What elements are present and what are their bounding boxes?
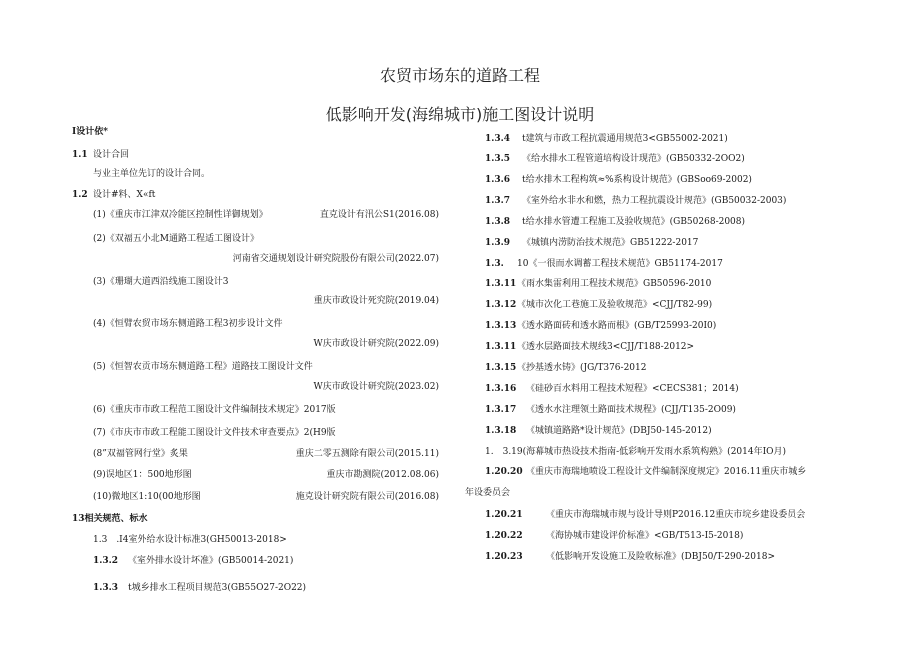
standard-1-3-1: 1.3 .I4室外给水设计标准3(GH50013-2018> <box>93 535 287 545</box>
standard-number-1-3-2: 1.3.2 <box>93 556 119 566</box>
standard-1-20-21: 《重庆市海瑞城市规与设计导则P2016.12重庆市垸乡建设委员会 <box>546 510 806 520</box>
reference-item-2: (2)《双福五小北M通路工程适工图设计》 <box>93 234 259 244</box>
standard-1-3-4: t建筑与市政工程抗震通用规范3<GB55002-2021) <box>522 134 728 144</box>
standard-1-3-6: t给水排木工程构筑≈%系构设计规范》(GBSoo69-2002) <box>522 175 752 185</box>
standard-1-3-2: 《室外排水设计坏准》(GB50014-2021) <box>128 556 294 566</box>
reference-source-3: 重庆市政设计死究院(2019.04) <box>313 296 439 306</box>
reference-item-4: (4)《恒臂农贸市场东侧道路工程3初步设计文件 <box>93 319 283 329</box>
reference-item-9: (9)误地区1：500地形图 <box>93 470 192 480</box>
standard-1-3-17: 《透水水注理领土路面技术规程》(CJJ/T135-2O09) <box>526 405 736 415</box>
standard-number-1-3-17: 1.3.17 <box>485 405 517 415</box>
standard-1-3-7: 《室外给水非水和燃，热力工程抗震设计规范》(GB50032-2003) <box>522 196 787 206</box>
reference-item-6: (6)《重庆市市政工程范工图设计文件编制技术规定》2017版 <box>93 405 336 415</box>
standard-1-3-16: 《硅砂百水料用工程技术短程》<CECS381；2014) <box>526 384 739 394</box>
standard-number-1-20-20: 1.20.20 <box>485 467 523 477</box>
standard-1-20-20: 《重庆市海瑞地喷设工程设计文件编制深度规定》2016.11重庆市城乡 <box>526 467 807 477</box>
reference-item-5: (5)《恒智农贡市场东侧道路工程》道路技工图设计文件 <box>93 362 313 372</box>
reference-source-9: 重庆市勘测院(2012.08.06) <box>326 470 439 480</box>
standard-1-20-22: 《海协城市建设评价标准》<GB/T513-I5-2018) <box>546 531 744 541</box>
standard-number-1-3-5: 1.3.5 <box>485 154 511 164</box>
reference-source-8: 重庆二零五测除有限公司(2015.11) <box>295 449 439 459</box>
reference-item-7: (7)《市庆市市政工程能工图设计文件技术审查要点》2(H9版 <box>93 428 336 438</box>
standard-1-3-3: t城乡排水工程项目规范3(GB55O27-2O22) <box>128 583 307 593</box>
standard-number-1-3-6: 1.3.6 <box>485 175 511 185</box>
section-heading-1: I设计依* <box>72 127 108 137</box>
standard-number-1-3-13: 1.3.13 <box>485 321 517 331</box>
standard-number-1-20-21: 1.20.21 <box>485 510 523 520</box>
reference-source-5: W庆市政设计研究院(2023.02) <box>313 382 439 392</box>
reference-item-1: (1)《重庆市江津双冷能区控制性详御规划》 <box>93 210 268 220</box>
reference-item-8: (8”双福管网行堂》炙果 <box>93 449 188 459</box>
standard-number-1-3-10: 1.3. <box>485 259 504 269</box>
section-body-1-1: 与业主单位先订的设计合同。 <box>93 169 211 179</box>
reference-source-10: 施克设计研究院有限公司(2016.08) <box>295 492 439 502</box>
reference-source-1: 直克设计有汛公S1(2016.08) <box>319 210 439 220</box>
section-number-1-2: 1.2 <box>72 190 88 200</box>
standard-number-1-3-3: 1.3.3 <box>93 583 119 593</box>
standard-1-3-19: 1. 3.19(海幕城市热设技术指南-低彩响开发雨水系筑构熟》(2014年IO月) <box>485 447 787 457</box>
standard-number-1-3-8: 1.3.8 <box>485 217 511 227</box>
standard-1-20-20-continued: 年设委员会 <box>465 488 511 498</box>
standard-number-1-20-23: 1.20.23 <box>485 552 523 562</box>
section-title-1-2: 设计#料、X«ft <box>93 190 156 200</box>
standard-1-3-9: 《城镇内涝防治技术规范》GB51222-2017 <box>522 238 699 248</box>
standard-1-3-11b: 《透水层路面技术规线3<CJJ/T188-2012> <box>517 342 695 352</box>
standard-1-3-18: 《城镇道路路*设计规范》(DBJ50-145-2012) <box>526 426 712 436</box>
section-heading-1-3: 13相关规范、标水 <box>72 514 148 524</box>
standard-number-1-3-9: 1.3.9 <box>485 238 511 248</box>
standard-1-3-13: 《透水路面砖和透水路而根》(GB/T25993-20I0) <box>517 321 717 331</box>
reference-source-4: W庆市政设计研究院(2022.09) <box>313 339 439 349</box>
standard-number-1-3-11a: 1.3.11 <box>485 279 517 289</box>
standard-1-20-23: 《低影响开发设施工及险收标准》(DBJ50/T-290-2018> <box>546 552 775 562</box>
standard-1-3-11a: 《雨水集雷利用工程技术规范》GB50596-2010 <box>517 279 712 289</box>
standard-number-1-3-12: 1.3.12 <box>485 300 517 310</box>
document-title: 农贸市场东的道路工程 <box>379 66 540 85</box>
standard-number-1-20-22: 1.20.22 <box>485 531 523 541</box>
standard-number-1-3-15: 1.3.15 <box>485 363 517 373</box>
standard-number-1-3-18: 1.3.18 <box>485 426 517 436</box>
reference-item-3: (3)《珊瑚大道西沿线施工图设计3 <box>93 277 229 287</box>
section-number-1-1: 1.1 <box>72 150 88 160</box>
standard-number-1-3-16: 1.3.16 <box>485 384 517 394</box>
reference-source-2: 河南省交通规划设计研究院股份有限公司(2022.07) <box>232 254 439 264</box>
standard-1-3-10: 10《一很而水调蓄工程技术规范》GB51174-2017 <box>517 259 723 269</box>
section-title-1-1: 设计合回 <box>93 150 130 160</box>
document-subtitle: 低影响开发(海绵城市)施工图设计说明 <box>325 105 595 124</box>
standard-number-1-3-11b: 1.3.11 <box>485 342 517 352</box>
standard-number-1-3-4: 1.3.4 <box>485 134 511 144</box>
standard-1-3-15: 《抄基透水铸》(JG/T376-2012 <box>517 363 647 373</box>
standard-1-3-12: 《城市次化工巷施工及验收规范》<CJJ/T82-99) <box>517 300 713 310</box>
standard-number-1-3-7: 1.3.7 <box>485 196 511 206</box>
standard-1-3-5: 《给水排水工程管道培构设计现范》(GB50332-2OO2) <box>522 154 745 164</box>
standard-1-3-8: t给水排水管遭工程施工及验收规范》(GB50268-2008) <box>522 217 746 227</box>
reference-item-10: (10)微地区1:10(00地形图 <box>93 492 201 502</box>
